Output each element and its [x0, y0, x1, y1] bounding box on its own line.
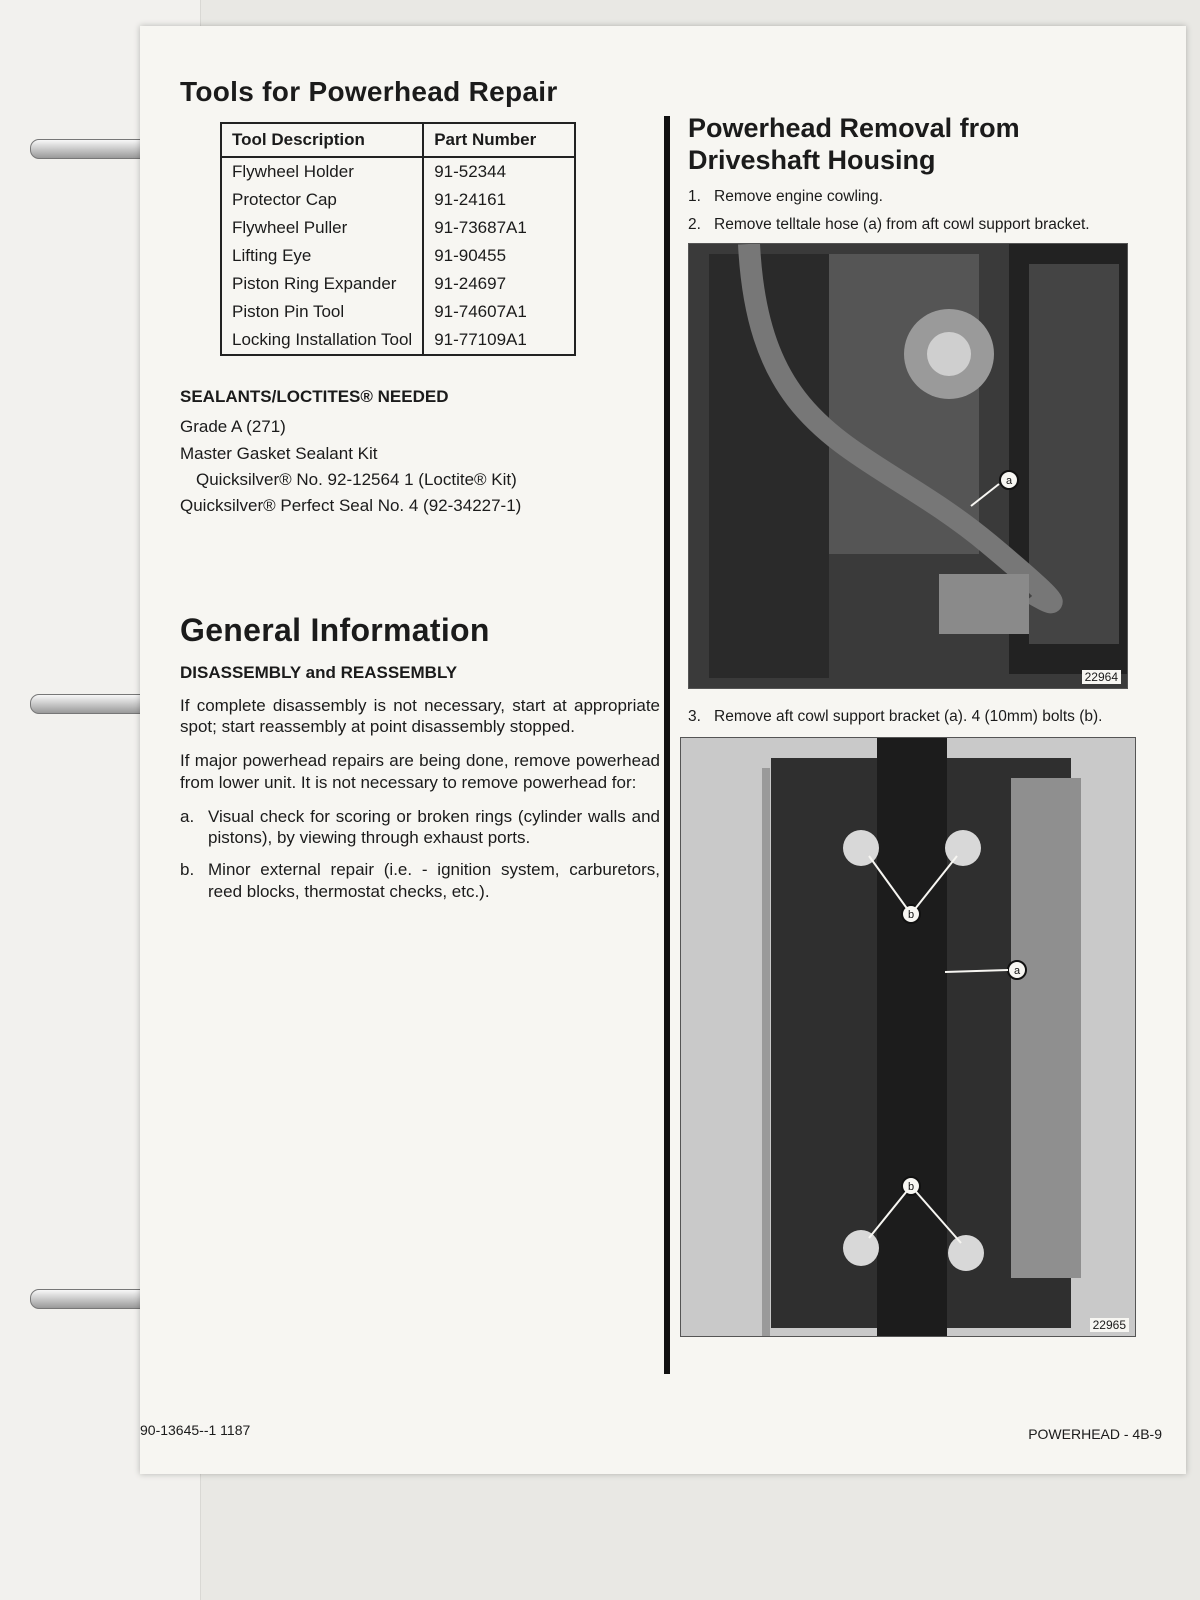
table-row — [221, 270, 575, 298]
paragraph: If complete disassembly is not necessary, start at appropriate spot; start reassembly at point disassembly stopped. — [180, 695, 660, 737]
tool-name: Locking Installation Tool — [232, 330, 413, 349]
step-text: Remove aft cowl support bracket (a). 4 (10mm) bolts (b). — [714, 708, 1103, 726]
table-row — [221, 242, 575, 270]
removal-title-line2: Driveshaft Housing — [688, 145, 936, 176]
general-information-title: General Information — [180, 611, 490, 648]
tool-name: Lifting Eye — [232, 246, 312, 265]
photo-cowl-bracket — [680, 737, 1136, 1337]
table-row — [221, 157, 575, 186]
table-row — [221, 214, 575, 242]
tools-title: Tools for Powerhead Repair — [180, 76, 558, 107]
table-row — [221, 186, 575, 214]
table-header-row — [221, 123, 575, 157]
page-label: POWERHEAD - 4B-9 — [1028, 1426, 1162, 1442]
list-marker: b. — [180, 860, 195, 880]
sealant-line: Quicksilver® Perfect Seal No. 4 (92-34227-1) — [180, 496, 522, 516]
reasons-list — [180, 806, 660, 903]
sealant-line: Quicksilver® No. 92-12564 1 (Loctite® Kit) — [196, 470, 517, 490]
figure-number: 22965 — [1090, 1318, 1129, 1332]
table-row — [221, 326, 575, 355]
footer-right — [1028, 1426, 1162, 1442]
part-number: 91-73687A1 — [423, 214, 575, 242]
right-column — [688, 112, 1128, 1337]
tool-name: Flywheel Holder — [232, 162, 354, 181]
step-item — [688, 187, 1128, 207]
tool-name: Flywheel Puller — [232, 218, 348, 237]
column-divider — [664, 116, 670, 1374]
footer-left — [140, 1422, 250, 1438]
step-marker: 3. — [688, 708, 701, 726]
callout-b-label: b — [907, 909, 915, 922]
callout-b-label: b — [907, 1181, 915, 1194]
step-item — [688, 707, 1128, 727]
paragraph: If major powerhead repairs are being done, remove powerhead from lower unit. It is not necessary to remove powerhead for: — [180, 751, 660, 792]
part-number: 91-77109A1 — [423, 326, 575, 355]
header-tool-description: Tool Description — [221, 123, 423, 157]
part-number: 91-90455 — [423, 242, 575, 270]
callout-a-label: a — [1013, 965, 1021, 978]
part-number: 91-74607A1 — [423, 298, 575, 326]
tool-name: Piston Pin Tool — [232, 302, 345, 321]
removal-title-line1: Powerhead Removal from — [688, 113, 1020, 143]
sealants-section — [180, 384, 660, 520]
step-text: Remove engine cowling. — [714, 187, 883, 205]
step-marker: 1. — [688, 187, 701, 205]
steps-list-continued — [688, 707, 1128, 727]
part-number: 91-24697 — [423, 270, 575, 298]
part-number: 91-52344 — [423, 157, 575, 186]
steps-list — [688, 187, 1128, 235]
tool-name: Piston Ring Expander — [232, 274, 397, 293]
disassembly-subheading: DISASSEMBLY and REASSEMBLY — [180, 662, 458, 682]
tools-table — [220, 122, 576, 356]
sealant-line: Master Gasket Sealant Kit — [180, 443, 378, 463]
list-item — [180, 859, 660, 903]
tool-name: Protector Cap — [232, 190, 337, 209]
callout-a-label: a — [1005, 475, 1013, 488]
left-column — [180, 76, 660, 913]
photo-telltale-hose — [688, 243, 1128, 689]
list-item — [180, 806, 660, 850]
step-item — [688, 215, 1128, 235]
general-information-section — [180, 612, 660, 903]
figure-number: 22964 — [1082, 670, 1121, 684]
sealant-line: Grade A (271) — [180, 417, 286, 437]
list-text: Visual check for scoring or broken rings (cylinder walls and pistons), by viewing through exhaust ports. — [208, 806, 660, 848]
step-marker: 2. — [688, 215, 701, 233]
table-row — [221, 298, 575, 326]
list-marker: a. — [180, 806, 195, 826]
document-code: 90-13645--1 1187 — [140, 1422, 251, 1438]
sealants-heading: SEALANTS/LOCTITES® NEEDED — [180, 387, 449, 406]
part-number: 91-24161 — [423, 186, 575, 214]
manual-page — [140, 26, 1186, 1474]
engine-photo-1 — [689, 244, 1127, 688]
engine-photo-2 — [681, 738, 1135, 1336]
step-text: Remove telltale hose (a) from aft cowl support bracket. — [714, 215, 1090, 233]
removal-title — [688, 112, 1128, 177]
list-text: Minor external repair (i.e. - ignition system, carburetors, reed blocks, thermostat checks, etc.). — [208, 860, 660, 901]
header-part-number: Part Number — [423, 123, 575, 157]
